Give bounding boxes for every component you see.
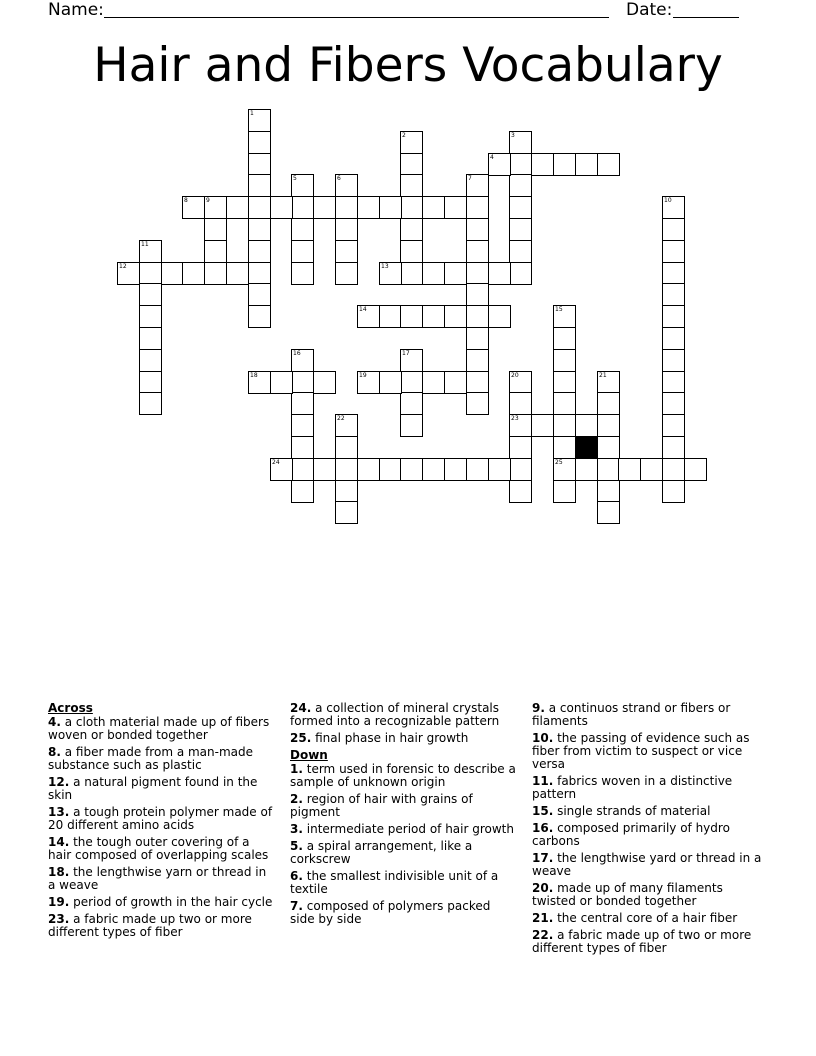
crossword-cell[interactable] xyxy=(531,153,554,176)
clue-number: 5 xyxy=(293,175,297,182)
crossword-cell[interactable] xyxy=(422,371,445,394)
crossword-cell[interactable] xyxy=(226,262,249,285)
crossword-cell[interactable] xyxy=(466,218,489,241)
crossword-cell[interactable] xyxy=(422,305,445,328)
clue-number: 14 xyxy=(359,306,367,313)
crossword-cell[interactable] xyxy=(466,458,489,481)
crossword-cell[interactable] xyxy=(248,262,271,285)
crossword-cell[interactable] xyxy=(291,392,314,415)
date-label: Date: xyxy=(626,0,673,20)
crossword-cell[interactable] xyxy=(291,240,314,263)
crossword-cell[interactable] xyxy=(662,458,685,481)
crossword-cell[interactable] xyxy=(509,153,532,176)
crossword-cell[interactable] xyxy=(662,196,685,219)
crossword-cell[interactable] xyxy=(466,283,489,306)
crossword-cell[interactable] xyxy=(662,392,685,415)
crossword-cell[interactable] xyxy=(509,480,532,503)
crossword-cell[interactable] xyxy=(488,305,511,328)
crossword-cell[interactable] xyxy=(313,371,336,394)
crossword-cell[interactable] xyxy=(400,349,423,372)
clue-across-18: 18. the lengthwise yarn or thread in a weave xyxy=(48,865,267,892)
crossword-cell[interactable] xyxy=(400,305,423,328)
crossword-cell[interactable] xyxy=(553,436,576,459)
crossword-cell[interactable] xyxy=(400,240,423,263)
crossword-cell[interactable] xyxy=(597,414,620,437)
crossword-cell[interactable] xyxy=(466,349,489,372)
crossword-cell[interactable] xyxy=(488,458,511,481)
crossword-cell[interactable] xyxy=(553,349,576,372)
crossword-cell[interactable] xyxy=(379,196,402,219)
crossword-cell[interactable] xyxy=(204,240,227,263)
crossword-cell[interactable] xyxy=(400,153,423,176)
crossword-cell[interactable] xyxy=(139,327,162,350)
clue-down-7: 7. composed of polymers packed side by side xyxy=(290,899,491,926)
crossword-cell[interactable] xyxy=(204,218,227,241)
crossword-cell[interactable] xyxy=(509,131,532,154)
crossword-cell[interactable] xyxy=(575,458,598,481)
crossword-cell[interactable] xyxy=(335,174,358,197)
clue-down-10: 10. the passing of evidence such as fiber from victim to suspect or vice versa xyxy=(532,731,750,771)
crossword-cell[interactable] xyxy=(400,196,423,219)
crossword-cell[interactable] xyxy=(466,174,489,197)
clue-number: 11 xyxy=(141,241,149,248)
crossword-cell[interactable] xyxy=(335,436,358,459)
crossword-cell[interactable] xyxy=(139,283,162,306)
crossword-cell[interactable] xyxy=(597,436,620,459)
across-heading: Across xyxy=(48,701,93,715)
crossword-cell[interactable] xyxy=(553,371,576,394)
clue-number: 17 xyxy=(402,350,410,357)
clue-down-6: 6. the smallest indivisible unit of a textile xyxy=(290,869,499,896)
clues-column-1 xyxy=(48,702,276,943)
crossword-cell[interactable] xyxy=(466,240,489,263)
crossword-cell[interactable] xyxy=(335,501,358,524)
crossword-cell[interactable] xyxy=(379,458,402,481)
crossword-cell[interactable] xyxy=(400,174,423,197)
crossword-cell[interactable] xyxy=(291,371,314,394)
clue-number: 9 xyxy=(206,197,210,204)
crossword-cell[interactable] xyxy=(400,218,423,241)
crossword-cell[interactable] xyxy=(444,305,467,328)
crossword-cell[interactable] xyxy=(466,392,489,415)
crossword-cell[interactable] xyxy=(553,414,576,437)
crossword-cell[interactable] xyxy=(291,436,314,459)
crossword-cell[interactable] xyxy=(291,262,314,285)
crossword-cell[interactable] xyxy=(335,458,358,481)
crossword-cell[interactable] xyxy=(662,283,685,306)
crossword-cell[interactable] xyxy=(291,174,314,197)
crossword-cell[interactable] xyxy=(248,218,271,241)
crossword-cell[interactable] xyxy=(313,458,336,481)
crossword-cell[interactable] xyxy=(444,458,467,481)
crossword-cell[interactable] xyxy=(509,392,532,415)
crossword-cell[interactable] xyxy=(248,196,271,219)
clue-number: 8 xyxy=(184,197,188,204)
crossword-cell[interactable] xyxy=(357,305,380,328)
crossword-cell[interactable] xyxy=(466,305,489,328)
crossword-cell[interactable] xyxy=(662,480,685,503)
crossword-cell[interactable] xyxy=(684,458,707,481)
clue-across-8: 8. a fiber made from a man-made substance such as plastic xyxy=(48,745,254,772)
crossword-cell[interactable] xyxy=(248,305,271,328)
clue-number: 7 xyxy=(468,175,472,182)
clue-number: 16 xyxy=(293,350,301,357)
crossword-cell[interactable] xyxy=(509,240,532,263)
crossword-cell[interactable] xyxy=(139,305,162,328)
clue-down-11: 11. fabrics woven in a distinctive pattern xyxy=(532,774,733,801)
crossword-cell[interactable] xyxy=(553,327,576,350)
crossword-cell[interactable] xyxy=(400,262,423,285)
crossword-cell[interactable] xyxy=(270,371,293,394)
crossword-cell[interactable] xyxy=(139,392,162,415)
clue-number: 25 xyxy=(555,459,563,466)
crossword-cell[interactable] xyxy=(248,131,271,154)
crossword-cell[interactable] xyxy=(662,327,685,350)
crossword-cell[interactable] xyxy=(553,392,576,415)
crossword-cell[interactable] xyxy=(662,218,685,241)
clue-down-17: 17. the lengthwise yard or thread in a weave xyxy=(532,851,762,878)
crossword-cell[interactable] xyxy=(662,436,685,459)
name-label: Name: xyxy=(48,0,104,20)
clue-down-15: 15. single strands of material xyxy=(532,804,711,818)
crossword-cell[interactable] xyxy=(248,283,271,306)
clue-down-5: 5. a spiral arrangement, like a corkscrew xyxy=(290,839,473,866)
crossword-cell[interactable] xyxy=(422,458,445,481)
crossword-cell[interactable] xyxy=(553,153,576,176)
clue-number: 10 xyxy=(664,197,672,204)
crossword-cell[interactable] xyxy=(139,349,162,372)
crossword-cell[interactable] xyxy=(553,480,576,503)
crossword-cell[interactable] xyxy=(466,371,489,394)
clue-number: 19 xyxy=(359,372,367,379)
crossword-cell[interactable] xyxy=(597,480,620,503)
crossword-cell[interactable] xyxy=(509,262,532,285)
clue-number: 13 xyxy=(381,263,389,270)
crossword-cell[interactable] xyxy=(531,414,554,437)
crossword-cell[interactable] xyxy=(400,392,423,415)
crossword-cell[interactable] xyxy=(488,153,511,176)
crossword-cell[interactable] xyxy=(509,218,532,241)
crossword-cell[interactable] xyxy=(662,240,685,263)
crossword-cell[interactable] xyxy=(335,414,358,437)
clue-across-23: 23. a fabric made up two or more different types of fiber xyxy=(48,912,252,939)
clue-across-25: 25. final phase in hair growth xyxy=(290,731,469,745)
crossword-cell[interactable] xyxy=(597,458,620,481)
crossword-cell[interactable] xyxy=(248,109,271,132)
crossword-cell[interactable] xyxy=(466,327,489,350)
crossword-cell[interactable] xyxy=(509,458,532,481)
crossword-cell[interactable] xyxy=(139,262,162,285)
crossword-cell[interactable] xyxy=(270,196,293,219)
crossword-cell[interactable] xyxy=(466,196,489,219)
crossword-cell[interactable] xyxy=(597,501,620,524)
crossword-cell[interactable] xyxy=(248,371,271,394)
page-title: Hair and Fibers Vocabulary xyxy=(93,38,723,93)
crossword-cell[interactable] xyxy=(335,480,358,503)
crossword-cell[interactable] xyxy=(466,262,489,285)
clue-number: 6 xyxy=(337,175,341,182)
crossword-cell[interactable] xyxy=(270,458,293,481)
clue-down-21: 21. the central core of a hair fiber xyxy=(532,911,738,925)
crossword-cell[interactable] xyxy=(357,196,380,219)
crossword-cell[interactable] xyxy=(575,414,598,437)
clue-number: 1 xyxy=(250,110,254,117)
crossword-cell[interactable] xyxy=(509,436,532,459)
clue-down-3: 3. intermediate period of hair growth xyxy=(290,822,514,836)
crossword-cell[interactable] xyxy=(313,196,336,219)
clue-down-2: 2. region of hair with grains of pigment xyxy=(290,792,473,819)
clue-down-9: 9. a continuos strand or fibers or filaments xyxy=(532,701,731,728)
black-square xyxy=(575,436,598,459)
crossword-cell[interactable] xyxy=(357,371,380,394)
clue-across-12: 12. a natural pigment found in the skin xyxy=(48,775,258,802)
crossword-cell[interactable] xyxy=(161,262,184,285)
crossword-cell[interactable] xyxy=(379,305,402,328)
crossword-cell[interactable] xyxy=(291,196,314,219)
crossword-cell[interactable] xyxy=(640,458,663,481)
crossword-cell[interactable] xyxy=(400,414,423,437)
crossword-cell[interactable] xyxy=(400,131,423,154)
clue-down-22: 22. a fabric made up of two or more different types of fiber xyxy=(532,928,752,955)
crossword-cell[interactable] xyxy=(444,262,467,285)
crossword-cell[interactable] xyxy=(248,153,271,176)
clue-number: 2 xyxy=(402,132,406,139)
clue-number: 18 xyxy=(250,372,258,379)
clue-down-20: 20. made up of many filaments twisted or bonded together xyxy=(532,881,723,908)
crossword-cell[interactable] xyxy=(248,240,271,263)
crossword-cell[interactable] xyxy=(335,240,358,263)
clue-across-4: 4. a cloth material made up of fibers woven or bonded together xyxy=(48,715,270,742)
clue-down-16: 16. composed primarily of hydro carbons xyxy=(532,821,730,848)
crossword-cell[interactable] xyxy=(291,480,314,503)
clue-down-1: 1. term used in forensic to describe a sample of unknown origin xyxy=(290,762,516,789)
clues-column-2 xyxy=(290,702,518,930)
crossword-cell[interactable] xyxy=(139,240,162,263)
crossword-cell[interactable] xyxy=(662,262,685,285)
clue-number: 12 xyxy=(119,263,127,270)
crossword-cell[interactable] xyxy=(422,262,445,285)
crossword-cell[interactable] xyxy=(444,371,467,394)
crossword-cell[interactable] xyxy=(509,371,532,394)
crossword-cell[interactable] xyxy=(444,196,467,219)
crossword-cell[interactable] xyxy=(553,458,576,481)
clue-number: 22 xyxy=(337,415,345,422)
crossword-cell[interactable] xyxy=(400,371,423,394)
clue-across-14: 14. the tough outer covering of a hair composed of overlapping scales xyxy=(48,835,269,862)
crossword-cell[interactable] xyxy=(509,174,532,197)
clue-number: 20 xyxy=(511,372,519,379)
clue-number: 4 xyxy=(490,154,494,161)
clues-column-3 xyxy=(532,702,762,959)
crossword-cell[interactable] xyxy=(597,371,620,394)
crossword-cell[interactable] xyxy=(379,262,402,285)
crossword-cell[interactable] xyxy=(182,262,205,285)
crossword-cell[interactable] xyxy=(291,458,314,481)
crossword-cell[interactable] xyxy=(662,414,685,437)
clue-number: 21 xyxy=(599,372,607,379)
crossword-cell[interactable] xyxy=(248,174,271,197)
crossword-cell[interactable] xyxy=(335,196,358,219)
crossword-cell[interactable] xyxy=(662,349,685,372)
crossword-cell[interactable] xyxy=(509,196,532,219)
crossword-cell[interactable] xyxy=(117,262,140,285)
crossword-cell[interactable] xyxy=(662,371,685,394)
crossword-cell[interactable] xyxy=(597,392,620,415)
clue-number: 24 xyxy=(272,459,280,466)
crossword-cell[interactable] xyxy=(335,262,358,285)
clue-across-13: 13. a tough protein polymer made of 20 different amino acids xyxy=(48,805,273,832)
clue-number: 3 xyxy=(511,132,515,139)
crossword-cell[interactable] xyxy=(488,262,511,285)
crossword-cell[interactable] xyxy=(597,153,620,176)
crossword-cell[interactable] xyxy=(422,196,445,219)
crossword-cell[interactable] xyxy=(226,196,249,219)
crossword-cell[interactable] xyxy=(291,218,314,241)
crossword-cell[interactable] xyxy=(575,153,598,176)
crossword-cell[interactable] xyxy=(204,262,227,285)
clue-across-19: 19. period of growth in the hair cycle xyxy=(48,895,273,909)
crossword-cell[interactable] xyxy=(291,349,314,372)
crossword-cell[interactable] xyxy=(291,414,314,437)
crossword-cell[interactable] xyxy=(509,414,532,437)
crossword-cell[interactable] xyxy=(335,218,358,241)
crossword-cell[interactable] xyxy=(618,458,641,481)
crossword-cell[interactable] xyxy=(553,305,576,328)
crossword-cell[interactable] xyxy=(379,371,402,394)
crossword-cell[interactable] xyxy=(662,305,685,328)
crossword-cell[interactable] xyxy=(357,458,380,481)
down-heading: Down xyxy=(290,748,328,762)
clue-across-24: 24. a collection of mineral crystals formed into a recognizable pattern xyxy=(290,701,500,728)
crossword-cell[interactable] xyxy=(139,371,162,394)
clue-number: 23 xyxy=(511,415,519,422)
crossword-cell[interactable] xyxy=(204,196,227,219)
crossword-cell[interactable] xyxy=(182,196,205,219)
clue-number: 15 xyxy=(555,306,563,313)
crossword-cell[interactable] xyxy=(400,458,423,481)
